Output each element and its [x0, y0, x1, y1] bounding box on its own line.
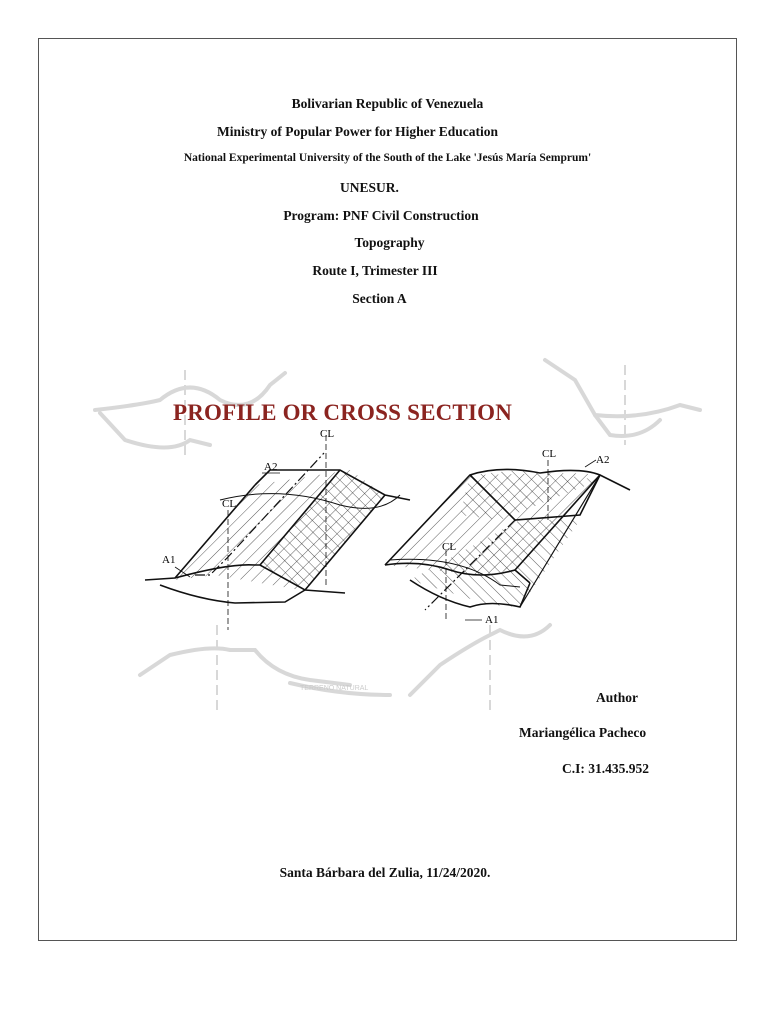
- header-unesur: UNESUR.: [340, 180, 399, 195]
- document-title: PROFILE OR CROSS SECTION: [173, 400, 513, 425]
- fill-section-left: [145, 428, 410, 630]
- centerline-label-right-top: CL: [542, 448, 557, 460]
- author-heading: Author: [596, 690, 639, 705]
- centerline-label-right-mid: CL: [442, 541, 457, 553]
- cut-section-right: [385, 448, 630, 626]
- header-country: Bolivarian Republic of Venezuela: [291, 96, 484, 111]
- ghost-terrain-label: TERRENO NATURAL: [300, 685, 369, 692]
- place-date: Santa Bárbara del Zulia, 11/24/2020.: [279, 865, 491, 880]
- label-a2-left: A2: [264, 461, 278, 473]
- author-id: C.I: 31.435.952: [562, 761, 649, 776]
- centerline-label-left-mid: CL: [222, 498, 237, 510]
- header-university: National Experimental University of the South of the Lake 'Jesús María Semprum': [183, 152, 592, 164]
- author-name: Mariangélica Pacheco: [519, 725, 647, 740]
- header-route: Route I, Trimester III: [312, 263, 438, 278]
- header-section: Section A: [352, 291, 407, 306]
- header-course: Topography: [354, 235, 425, 250]
- header-ministry: Ministry of Popular Power for Higher Education: [217, 124, 498, 139]
- header-program: Program: PNF Civil Construction: [283, 208, 479, 223]
- label-a1-right: A1: [485, 614, 499, 626]
- centerline-label-left-top: CL: [320, 428, 335, 440]
- label-a2-right: A2: [596, 454, 610, 466]
- label-a1-left: A1: [162, 554, 176, 566]
